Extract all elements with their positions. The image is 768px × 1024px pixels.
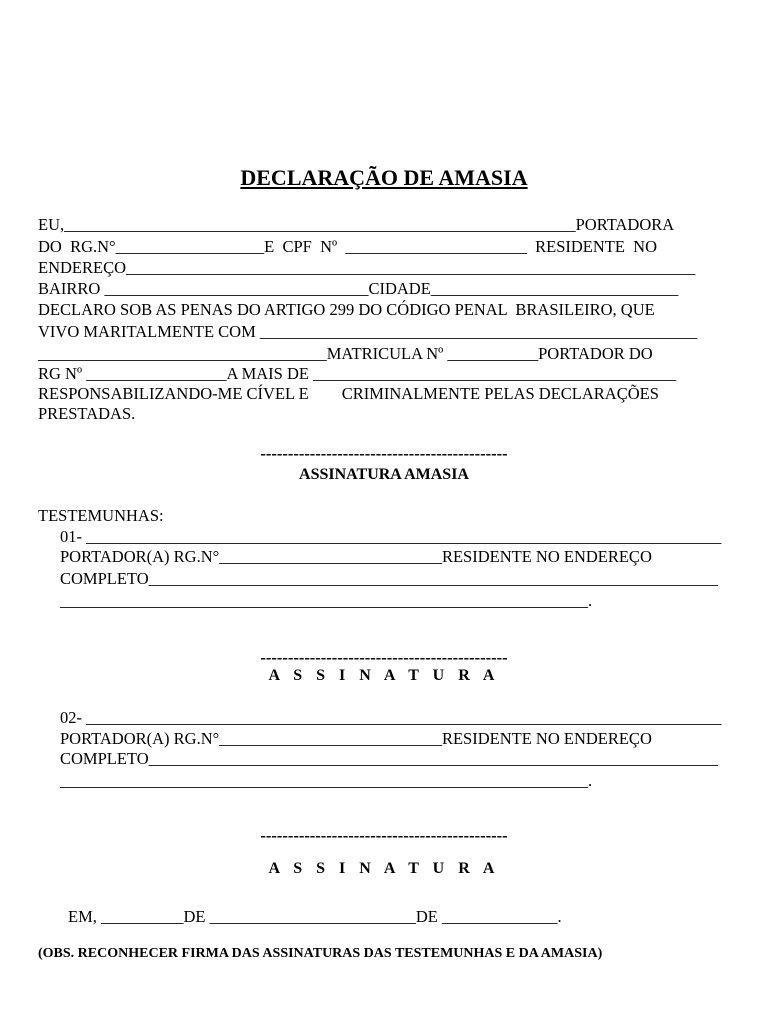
witness2-line-1: 02- _____________________________________________________________________________ (60, 708, 722, 727)
body-line-10: PRESTADAS. (38, 404, 136, 423)
body-line-8: RG Nº _________________A MAIS DE ____________________________________________ (38, 364, 677, 383)
witness2-line-3: COMPLETO_____________________________________________________________________ (60, 749, 718, 768)
witness2-line-4: ________________________________________________________________. (60, 771, 593, 790)
witness2-line-2: PORTADOR(A) RG.N°___________________________RESIDENTE NO ENDEREÇO (60, 729, 652, 748)
obs-note: (OBS. RECONHECER FIRMA DAS ASSINATURAS DAS TESTEMUNHAS E DA AMASIA) (38, 946, 603, 961)
witness1-line-1: 01- _____________________________________________________________________________ (60, 527, 722, 546)
body-line-9: RESPONSABILIZANDO-ME CÍVEL E CRIMINALMENTE PELAS DECLARAÇÕES (38, 384, 659, 403)
witness2-signature-label: A S S I N A T U R A (268, 860, 500, 877)
witness1-line-4: ________________________________________________________________. (60, 591, 593, 610)
body-line-3: ENDEREÇO_____________________________________________________________________ (38, 258, 696, 277)
amasia-signature-label: ASSINATURA AMASIA (299, 466, 469, 483)
amasia-signature-line: --------------------------------------------- (260, 444, 508, 463)
witness1-line-2: PORTADOR(A) RG.N°___________________________RESIDENTE NO ENDEREÇO (60, 547, 652, 566)
witness1-line-3: COMPLETO_____________________________________________________________________ (60, 569, 718, 588)
body-line-7: ___________________________________MATRICULA Nº ___________PORTADOR DO (38, 344, 653, 363)
body-line-6: VIVO MARITALMENTE COM _____________________________________________________ (38, 322, 698, 341)
body-line-4: BAIRRO ________________________________CIDADE______________________________ (38, 279, 679, 298)
witness1-signature-line: --------------------------------------------- (260, 648, 508, 667)
date-line: EM, __________DE _________________________DE ______________. (68, 907, 562, 926)
witnesses-heading: TESTEMUNHAS: (38, 506, 164, 525)
document-title: DECLARAÇÃO DE AMASIA (240, 165, 528, 190)
body-line-2: DO RG.N°__________________E CPF Nº ______________________ RESIDENTE NO (38, 237, 658, 256)
witness2-signature-line: --------------------------------------------- (260, 826, 508, 845)
body-line-1: EU,______________________________________________________________PORTADORA (38, 215, 675, 234)
witness1-signature-label: A S S I N A T U R A (268, 667, 500, 684)
body-line-5: DECLARO SOB AS PENAS DO ARTIGO 299 DO CÓDIGO PENAL BRASILEIRO, QUE (38, 300, 655, 319)
